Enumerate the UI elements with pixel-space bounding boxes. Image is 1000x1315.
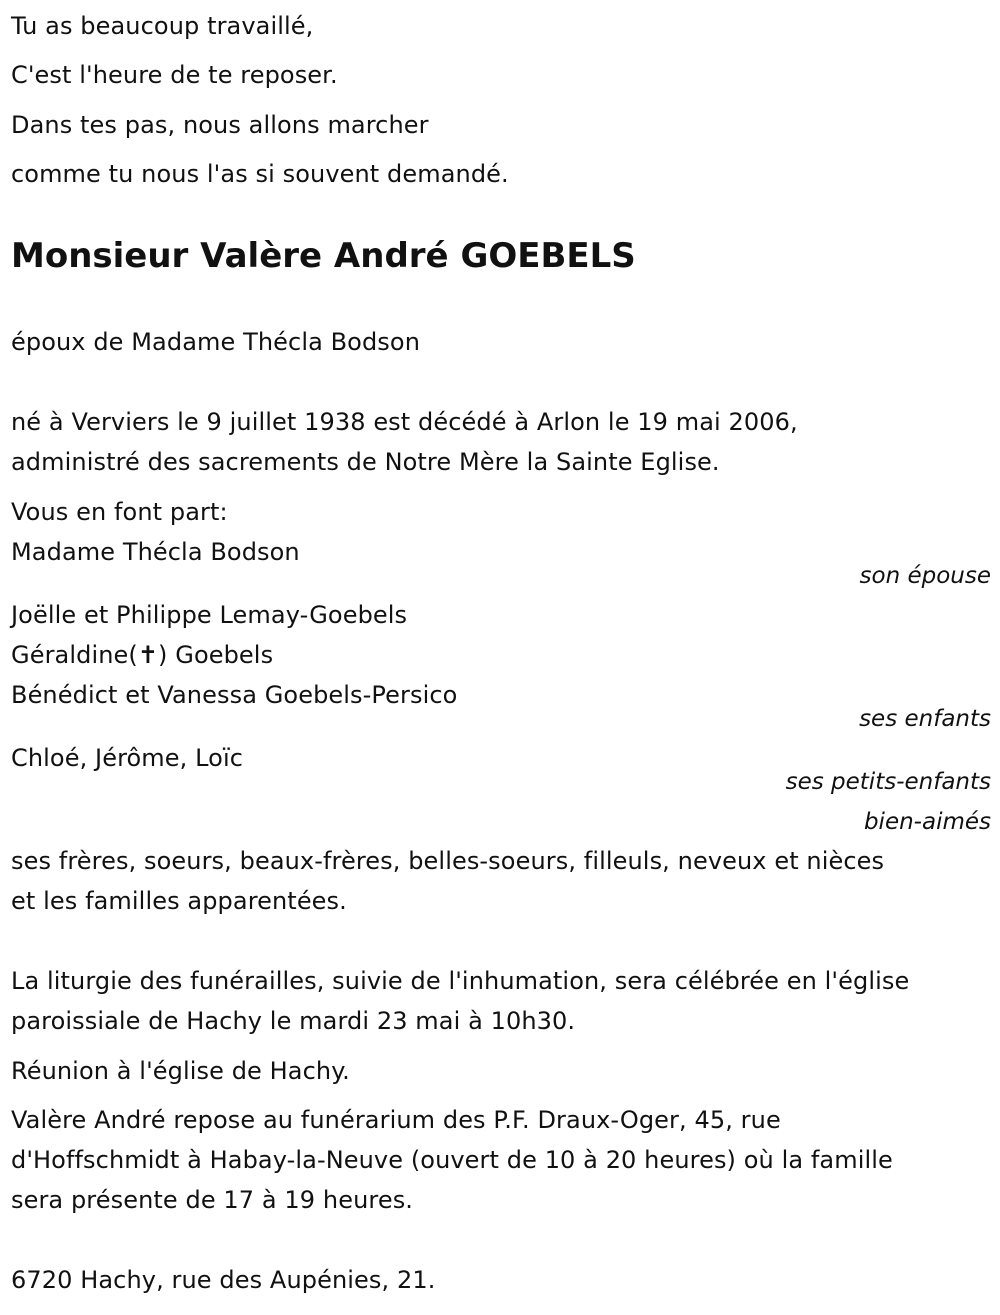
grandchildren-role: bien-aimés (863, 809, 991, 835)
birth-death-line: né à Verviers le 9 juillet 1938 est décédé à Arlon le 19 mai 2006, (11, 408, 798, 436)
visitation-line: d'Hoffschmidt à Habay-la-Neuve (ouvert de 10 à 20 heures) où la famille (11, 1146, 893, 1174)
liturgy-line: La liturgie des funérailles, suivie de l'inhumation, sera célébrée en l'église (11, 967, 910, 995)
meeting-line: Réunion à l'église de Hachy. (11, 1057, 350, 1085)
spouse-line: époux de Madame Thécla Bodson (11, 328, 421, 356)
extended-family-line: et les familles apparentées. (11, 887, 347, 915)
visitation-line: sera présente de 17 à 19 heures. (11, 1186, 414, 1214)
child-name: Géraldine(✝) Goebels (11, 641, 274, 669)
grandchildren-role: ses petits-enfants (785, 769, 991, 795)
poem-line: comme tu nous l'as si souvent demandé. (11, 160, 509, 188)
deceased-name: Monsieur Valère André GOEBELS (11, 236, 636, 276)
visitation-line: Valère André repose au funérarium des P.F. Draux-Oger, 45, rue (11, 1106, 781, 1134)
poem-line: Tu as beaucoup travaillé, (11, 12, 314, 40)
poem-line: Dans tes pas, nous allons marcher (11, 111, 429, 139)
children-role: ses enfants (859, 706, 991, 732)
poem-line: C'est l'heure de te reposer. (11, 61, 338, 89)
extended-family-line: ses frères, soeurs, beaux-frères, belles-soeurs, filleuls, neveux et nièces (11, 847, 885, 875)
spouse-role: son épouse (859, 563, 991, 589)
child-name: Bénédict et Vanessa Goebels-Persico (11, 681, 458, 709)
liturgy-line: paroissiale de Hachy le mardi 23 mai à 10h30. (11, 1007, 576, 1035)
announcers-intro: Vous en font part: (11, 498, 228, 526)
birth-death-line: administré des sacrements de Notre Mère la Sainte Eglise. (11, 448, 720, 476)
grandchildren-names: Chloé, Jérôme, Loïc (11, 744, 244, 772)
child-name: Joëlle et Philippe Lemay-Goebels (11, 601, 408, 629)
address-line: 6720 Hachy, rue des Aupénies, 21. (11, 1266, 436, 1294)
spouse-name: Madame Thécla Bodson (11, 538, 300, 566)
